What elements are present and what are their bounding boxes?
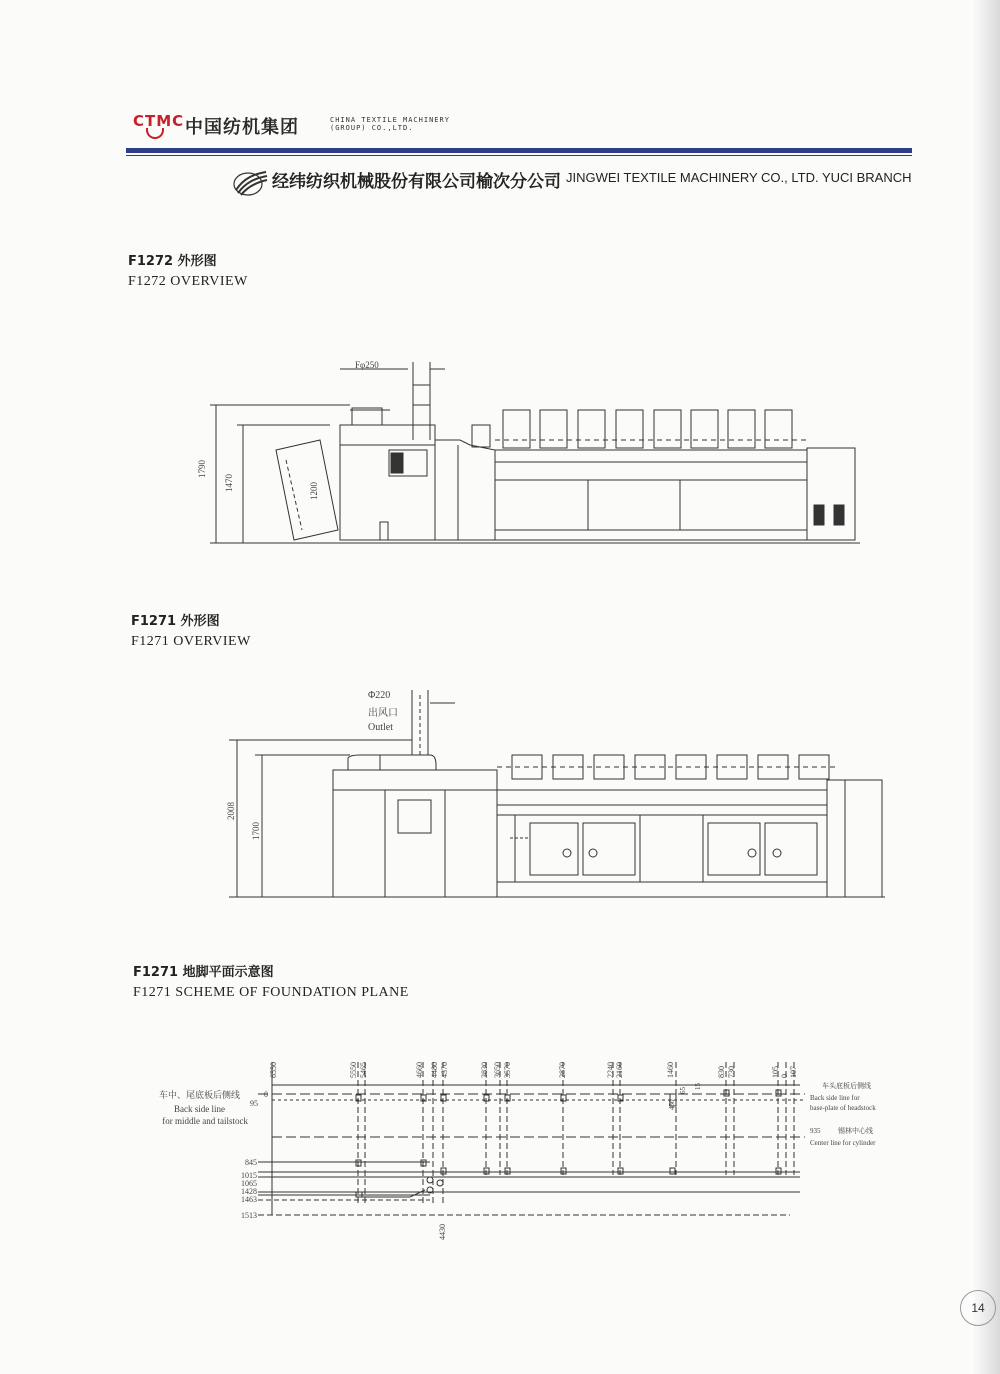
dim-label: 1428: [241, 1187, 257, 1196]
section-title-en: F1272 OVERVIEW: [128, 274, 248, 289]
dim-label: 5465: [359, 1062, 368, 1078]
left-annotation-en-1: Back side line: [174, 1104, 225, 1114]
page-edge-shadow: [970, 0, 1000, 1374]
section-title-en: F1271 SCHEME OF FOUNDATION PLANE: [133, 985, 409, 1000]
outlet-label-en: Outlet: [368, 722, 393, 733]
right-annotation-1-cn: 车头底板后侧线: [822, 1082, 871, 1090]
dim-label: 95: [250, 1099, 258, 1108]
company-name-cn: 经纬纺织机械股份有限公司榆次分公司: [272, 172, 561, 192]
section-title-cn: F1271 外形图: [131, 614, 220, 629]
right-annotations: [810, 1081, 876, 1147]
dim-label: 4430: [438, 1224, 447, 1240]
right-annotation-2-cn: 锡林中心线: [838, 1127, 873, 1135]
section-title-cn: F1271 地脚平面示意图: [133, 965, 274, 980]
outlet-label-cn: 出风口: [368, 708, 398, 719]
dim-label: 0: [780, 1074, 789, 1078]
dim-2008: 2008: [226, 802, 236, 820]
section-title-f1272-overview: [128, 252, 248, 292]
dim-label: 4660: [415, 1062, 424, 1078]
left-annotation-cn: 车中、尾底板后侧线: [158, 1090, 240, 1100]
company-name-en: JINGWEI TEXTILE MACHINERY CO., LTD. YUCI BRANCH: [566, 170, 912, 185]
group-name-en: [330, 116, 450, 132]
header-divider-thin: [126, 155, 912, 156]
dim-label: 3830: [480, 1062, 489, 1078]
dim-label: 830: [717, 1066, 726, 1078]
left-dimension-labels: [241, 1090, 268, 1220]
dim-label: 1015: [241, 1171, 257, 1180]
jingwei-logo-icon: [232, 168, 268, 198]
dim-1470: 1470: [224, 474, 234, 492]
dim-label: 6550: [269, 1062, 278, 1078]
dim-label: 107: [789, 1066, 798, 1078]
dim-label: 2870: [558, 1062, 567, 1078]
duct-diameter-label: Φ220: [368, 690, 391, 701]
duct-diameter-label: Fφ250: [355, 360, 379, 370]
section-title-f1271-overview: [131, 612, 251, 652]
dim-label: 1513: [241, 1211, 257, 1220]
dim-label: 105: [771, 1066, 780, 1078]
dim-label: 1463: [241, 1195, 257, 1204]
dim-1200: 1200: [309, 482, 319, 500]
dim-label: 845: [245, 1158, 257, 1167]
dim-label: 4480: [430, 1062, 439, 1078]
dim-label: 4370: [440, 1062, 449, 1078]
ctmc-gear-icon: [146, 128, 164, 139]
right-annotation-1-en-1: Back side line for: [810, 1094, 860, 1102]
dim-label: 3650: [493, 1062, 502, 1078]
left-annotation-en-2: for middle and tailstock: [162, 1116, 248, 1126]
dim-label: 5550: [349, 1062, 358, 1078]
right-annotation-2-en: Center line for cylinder: [810, 1139, 876, 1147]
dim-1790: 1790: [197, 460, 207, 478]
dim-label: 730: [727, 1066, 736, 1078]
dim-label: 2240: [606, 1062, 615, 1078]
header-divider: [126, 148, 912, 153]
section-title-cn: F1272 外形图: [128, 254, 217, 269]
page-number: 14: [960, 1290, 996, 1326]
right-annotation-1-en-2: base-plate of headstock: [810, 1104, 876, 1112]
dim-label: 15: [694, 1083, 702, 1090]
dim-label: 65: [679, 1087, 687, 1094]
right-annotation-2-num: 935: [810, 1127, 821, 1135]
section-title-f1271-foundation: [133, 963, 409, 1003]
group-name-cn: 中国纺机集团: [185, 117, 299, 138]
dim-label: 0: [264, 1090, 268, 1099]
dim-label: 3570: [503, 1062, 512, 1078]
section-title-en: F1271 OVERVIEW: [131, 634, 251, 649]
dim-1700: 1700: [251, 822, 261, 840]
ctmc-logo: CTMC: [133, 112, 185, 130]
dim-label: 1065: [241, 1179, 257, 1188]
dim-label: 450: [668, 1099, 676, 1110]
group-name-en-line2: (GROUP) CO.,LTD.: [330, 124, 414, 132]
group-name-en-line1: CHINA TEXTILE MACHINERY: [330, 116, 450, 124]
top-dimension-labels: [269, 1062, 798, 1078]
dim-label: 2160: [615, 1062, 624, 1078]
dim-label: 1460: [666, 1062, 675, 1078]
small-dimension-labels: [438, 1083, 702, 1241]
